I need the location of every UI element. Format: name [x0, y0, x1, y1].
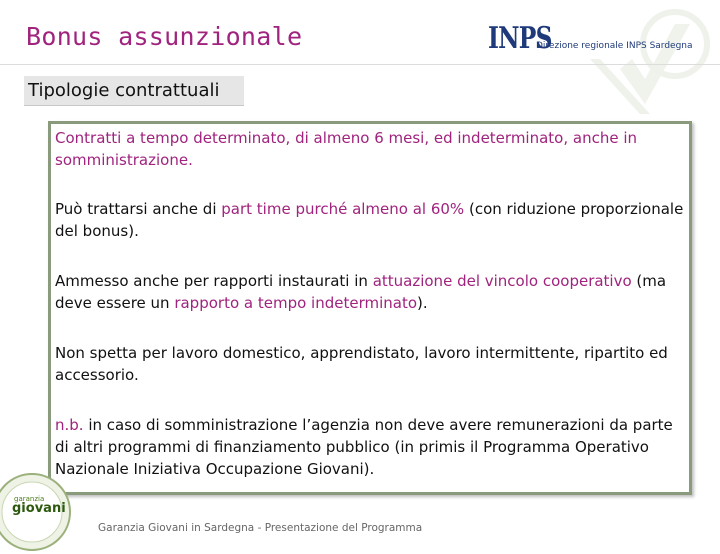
paragraph-cooperative: Ammesso anche per rapporti instaurati in attuazione del vincolo cooperativo (ma deve essere un rapporto a tempo indeterminato).	[55, 272, 667, 312]
footer-text: Garanzia Giovani in Sardegna - Presentazione del Programma	[98, 522, 423, 534]
paragraph-exclusions: Non spetta per lavoro domestico, apprendistato, lavoro intermittente, ripartito ed accessorio.	[55, 344, 668, 384]
paragraph-note: n.b. in caso di somministrazione l’agenzia non deve avere remunerazioni da parte di altri programmi di finanziamento pubblico (in primis il Programma Operativo Nazionale Iniziativa Occupazione Giovani).	[55, 416, 673, 478]
paragraph-contract-types: Contratti a tempo determinato, di almeno 6 mesi, ed indeterminato, anche in somministrazione.	[55, 129, 638, 169]
section-label: Tipologie contrattuali	[24, 76, 244, 106]
title-divider	[0, 64, 720, 65]
logo-caption: Direzione regionale INPS Sardegna	[536, 41, 693, 51]
badge-text-line1: garanzia	[14, 495, 45, 503]
badge-text-line2: giovani	[12, 501, 66, 516]
slide-title: Bonus assunzionale	[26, 22, 303, 51]
inps-logo: INPS	[488, 21, 552, 56]
paragraph-part-time: Può trattarsi anche di part time purché almeno al 60% (con riduzione proporzionale del bonus).	[55, 200, 684, 240]
watermark-chevron-icon	[590, 4, 720, 114]
